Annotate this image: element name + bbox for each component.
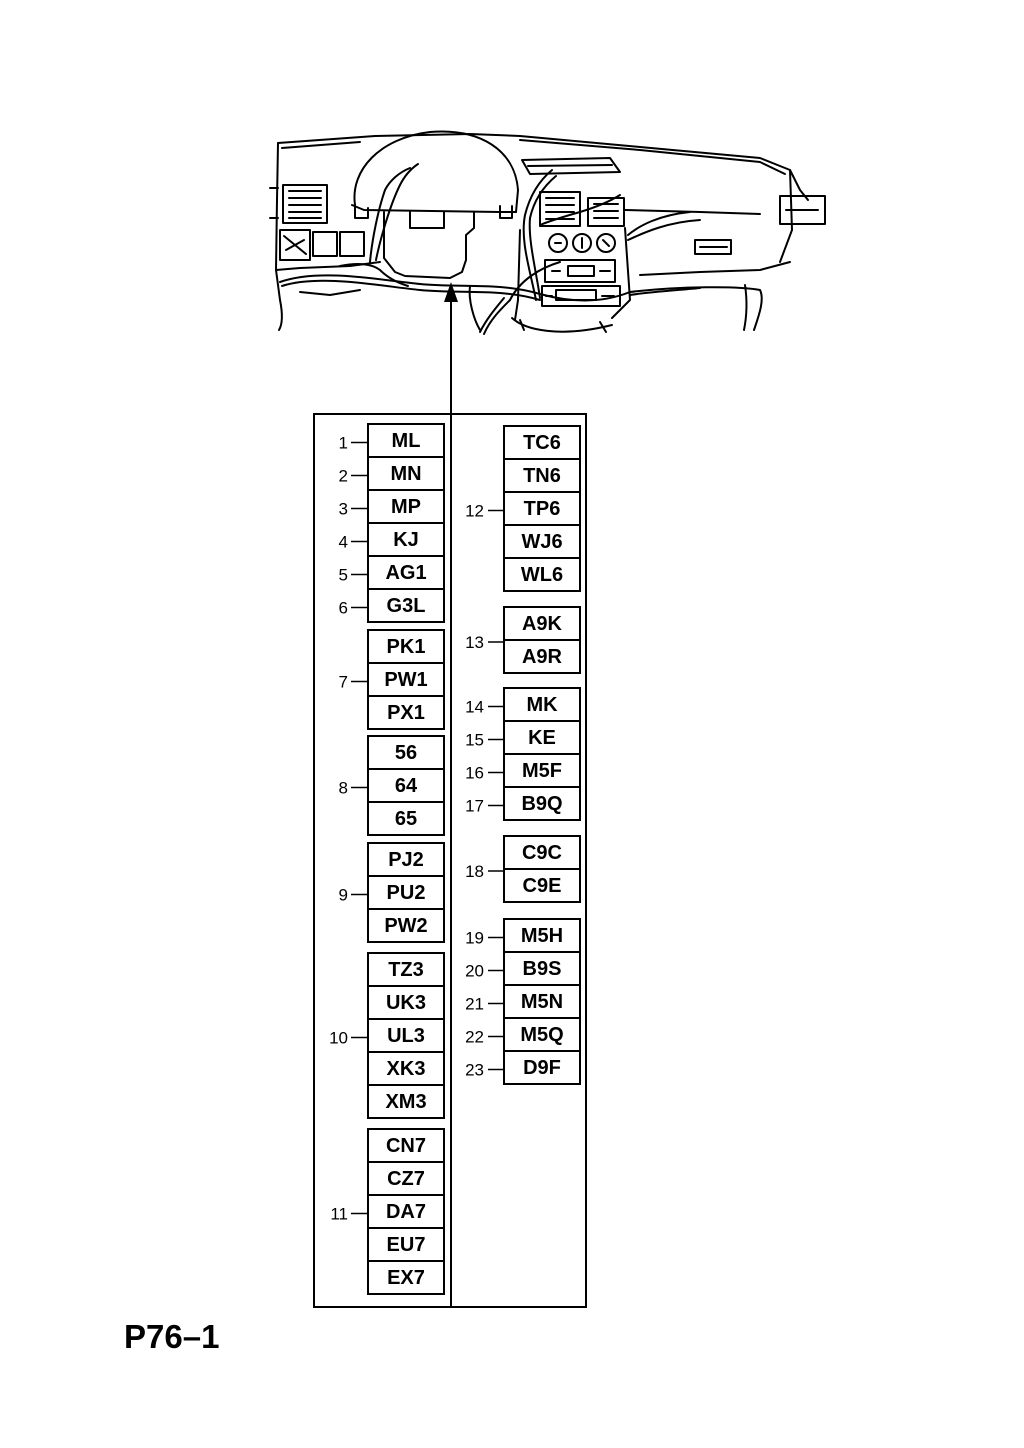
item-number: 6 [338,598,348,618]
item-number: 4 [338,532,348,552]
part-group-4 [339,523,444,556]
part-code: TN6 [523,465,561,487]
item-number: 7 [338,672,348,692]
part-group-10 [329,953,444,1118]
item-number: 22 [465,1027,484,1047]
item-number: 10 [329,1028,348,1048]
part-code: WJ6 [521,531,563,553]
part-code: PW1 [384,669,428,691]
part-code: B9Q [521,793,563,815]
part-group-12 [465,426,580,591]
part-code: M5Q [520,1024,564,1046]
part-group-20 [465,952,580,985]
part-code: WL6 [520,564,564,586]
part-group-21 [465,985,580,1018]
part-code: CN7 [385,1135,427,1157]
part-code: 64 [394,775,418,797]
part-group-11 [330,1129,444,1294]
part-code: EX7 [387,1267,425,1289]
part-group-1 [339,424,444,457]
item-number: 2 [338,466,348,486]
part-code: C9C [521,842,563,864]
item-number: 11 [330,1204,348,1224]
part-group-13 [465,607,580,673]
part-code: AG1 [385,562,427,584]
item-number: 1 [338,433,348,453]
part-code: 56 [394,742,418,764]
item-number: 5 [338,565,348,585]
part-group-8 [339,736,444,835]
item-number: 8 [338,778,348,798]
part-group-15 [465,721,580,754]
part-code: TZ3 [388,959,424,981]
part-group-23 [465,1051,580,1084]
part-code: G3L [386,595,426,617]
part-group-3 [339,490,444,523]
part-group-7 [339,630,444,729]
part-code: 65 [394,808,418,830]
part-code: MP [391,496,421,518]
part-code: PW2 [384,915,428,937]
item-number: 3 [338,499,348,519]
item-number: 20 [465,961,484,981]
part-group-18 [465,836,580,902]
part-group-16 [465,754,580,787]
item-number: 9 [338,885,348,905]
part-code: M5N [520,991,564,1013]
callout-arrow [444,282,458,414]
part-code: MN [390,463,422,485]
part-code: ML [391,430,421,452]
part-code: CZ7 [387,1168,425,1190]
part-code: KJ [393,529,419,551]
part-code: D9F [523,1057,561,1079]
part-group-5 [339,556,444,589]
item-number: 16 [465,763,484,783]
part-code: A9R [521,646,563,668]
part-code: PJ2 [388,849,424,871]
part-code: MK [526,694,558,716]
right-column [465,426,580,1084]
part-code: KE [528,727,556,749]
part-code: B9S [522,958,562,980]
part-group-19 [465,919,580,952]
part-group-17 [465,787,580,820]
part-code: XK3 [386,1058,426,1080]
page-code: P76–1 [124,1318,220,1355]
part-code: TP6 [523,498,561,520]
part-group-9 [339,843,444,942]
dashboard-illustration [270,132,825,334]
part-code: UK3 [385,992,427,1014]
part-code: DA7 [385,1201,427,1223]
part-code: PX1 [387,702,425,724]
part-code: XM3 [385,1091,427,1113]
item-number: 18 [465,862,484,881]
item-number: 19 [465,928,484,948]
part-code: PK1 [386,636,426,658]
part-group-2 [339,457,444,490]
part-group-14 [465,688,580,721]
item-number: 23 [465,1060,484,1080]
item-number: 17 [465,796,484,816]
part-code: PU2 [386,882,426,904]
part-code: M5F [522,760,562,782]
part-code: UL3 [387,1025,425,1047]
part-code: A9K [521,613,563,635]
item-number: 13 [465,633,484,652]
item-number: 14 [465,697,484,717]
part-code: C9E [522,875,562,897]
part-group-22 [465,1018,580,1051]
part-code: M5H [520,925,564,947]
item-number: 21 [465,994,484,1014]
part-group-6 [339,589,444,622]
item-number: 12 [465,501,484,521]
left-column [329,424,444,1294]
item-number: 15 [465,730,484,750]
part-code: TC6 [523,432,561,454]
part-code: EU7 [386,1234,426,1256]
